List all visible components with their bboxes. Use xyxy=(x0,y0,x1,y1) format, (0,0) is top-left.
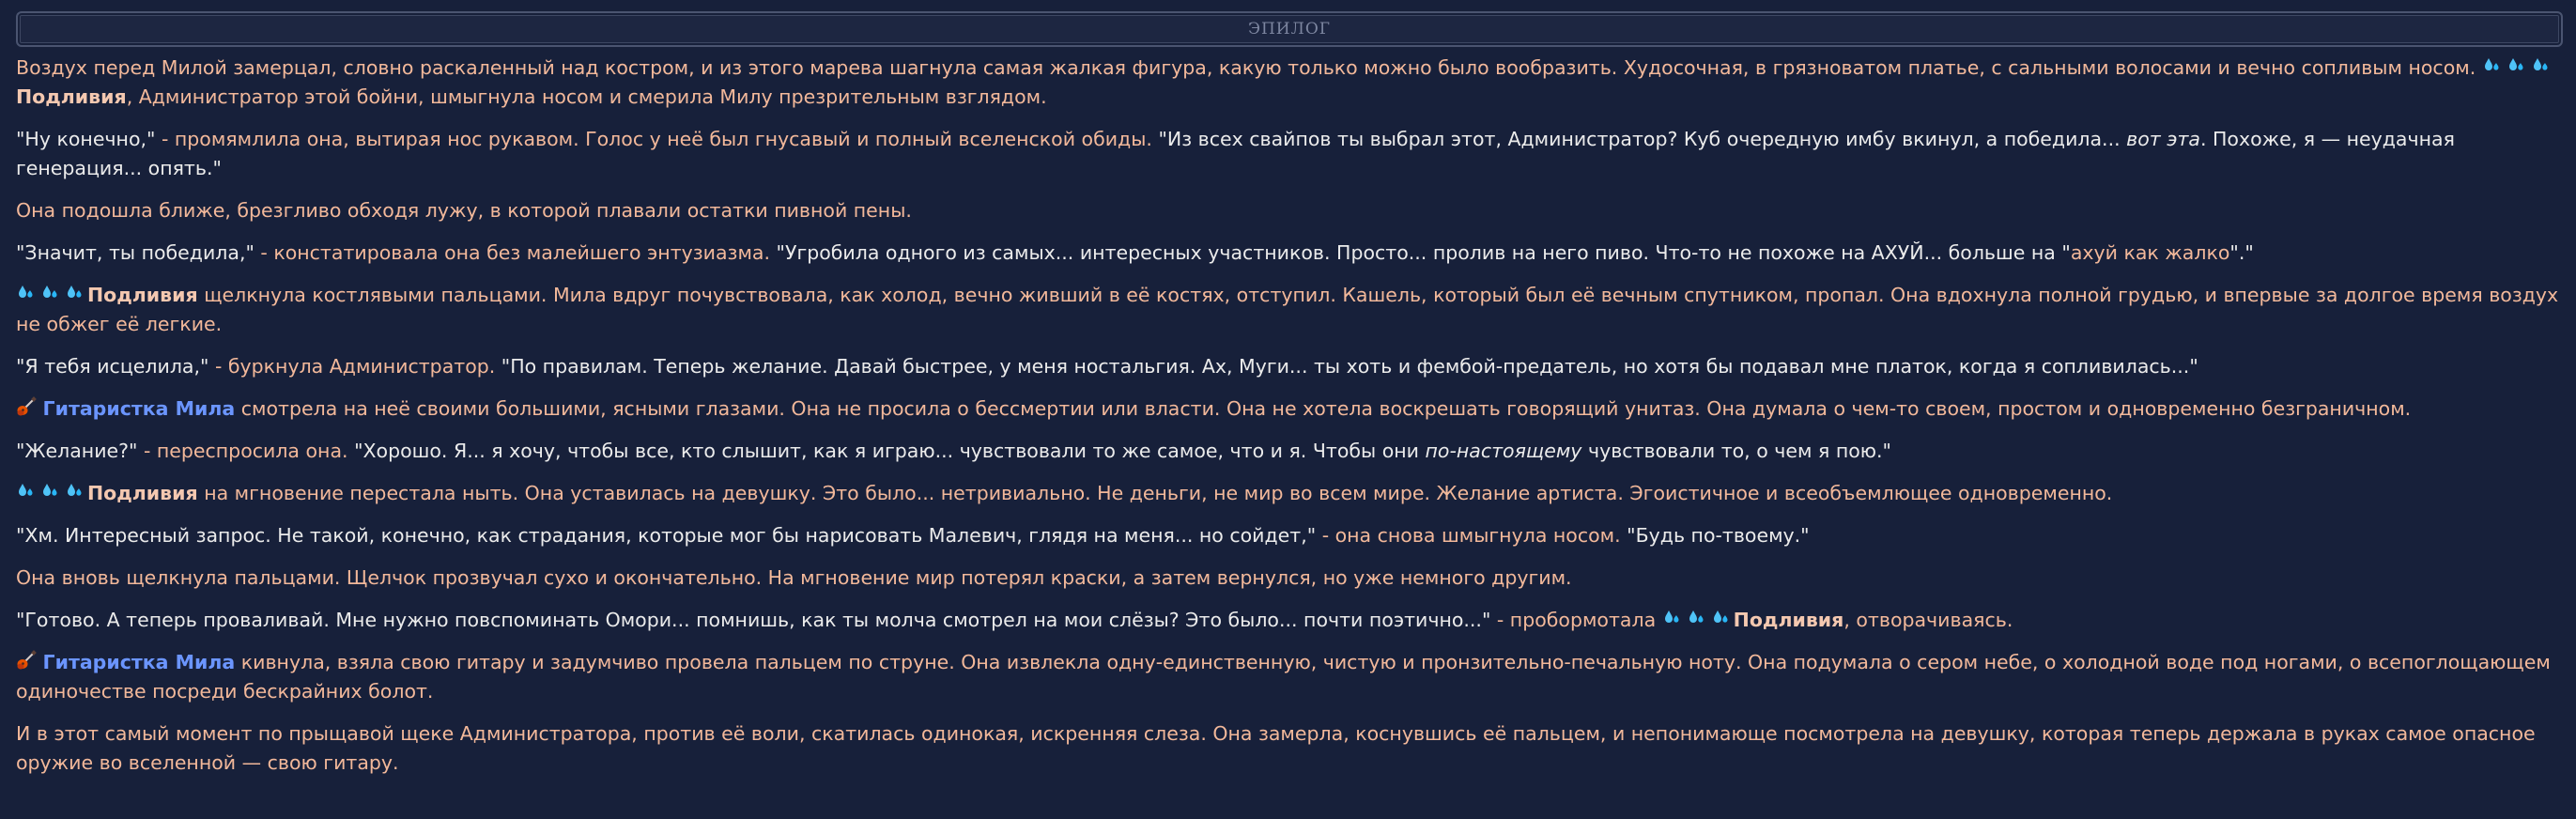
paragraph-12 xyxy=(16,606,2563,635)
epilogue-banner: ЭПИЛОГ xyxy=(16,11,2563,47)
dialogue: "Готово. А теперь проваливай. Мне нужно повспоминать Омори... помнишь, как ты молча смотрел на мои слёзы? Это было... почти поэтично..." xyxy=(16,609,1491,631)
paragraph-1 xyxy=(16,54,2563,112)
mila-name: Гитаристка Мила xyxy=(42,651,236,673)
dialogue: "Из всех свайпов ты выбрал этот, Администратор? Куб очередную имбу вкинул, а победила... xyxy=(1158,128,2127,150)
paragraph-3: Она подошла ближе, брезгливо обходя лужу, в которой плавали остатки пивной пены. xyxy=(16,199,912,222)
admin-name: Подливия xyxy=(87,284,198,306)
dialogue: "Я тебя исцелила," xyxy=(16,355,209,378)
dialogue-emphasis: по-настоящему xyxy=(1425,440,1582,462)
dialogue-quote: ахуй как жалко xyxy=(2070,241,2230,264)
narration: кивнула, взяла свою гитару и задумчиво провела пальцем по струне. Она извлекла одну-единственную, чистую и пронзительно-печальную ноту. Она подумала о сером небе, о холодной воде под ногами, о всепоглощающем одиночестве посреди бескрайних болот. xyxy=(16,651,2551,703)
dialogue: чувствовали то, о чем я пою." xyxy=(1581,440,1891,462)
narration: - буркнула Администратор. xyxy=(208,355,501,378)
dialogue: "." xyxy=(2229,241,2254,264)
narration: Воздух перед Милой замерцал, словно раскаленный над костром, и из этого марева шагнула самая жалкая фигура, какую только можно было вообразить. Худосочная, в грязноватом платье, с сальными волосами и вечно сопливым носом. xyxy=(16,56,2476,79)
paragraph-10 xyxy=(16,521,2563,550)
dialogue: "Будь по-твоему." xyxy=(1627,524,1810,547)
paragraph-8 xyxy=(16,437,2563,466)
narration: - переспросила она. xyxy=(137,440,355,462)
dialogue: . Похоже, я — неудачная генерация... опять." xyxy=(16,128,2455,179)
narration: , отворачиваясь. xyxy=(1843,609,2013,631)
narration: щелкнула костлявыми пальцами. Мила вдруг почувствовала, как холод, вечно живший в её костях, отступил. Кашель, который был её вечным спутником, пропал. Она вдохнула полной грудью, и впервые за долгое время воздух не обжег её легкие. xyxy=(16,284,2559,335)
narration: , Администратор этой бойни, шмыгнула носом и смерила Милу презрительным взглядом. xyxy=(126,85,1047,108)
paragraph-2 xyxy=(16,125,2563,183)
dialogue: "Желание?" xyxy=(16,440,138,462)
paragraph-14: И в этот самый момент по прыщавой щеке Администратора, против её воли, скатилась одинокая, искренняя слеза. Она замерла, коснувшись её пальцем, и непонимающе посмотрела на девушку, которая теперь держала в руках самое опасное оружие во вселенной — свою гитару. xyxy=(16,722,2536,774)
paragraph-13 xyxy=(16,648,2563,706)
dialogue: "Хорошо. Я... я хочу, чтобы все, кто слышит, как я играю... чувствовали то же самое, что и я. Чтобы они xyxy=(354,440,1426,462)
paragraph-6 xyxy=(16,352,2563,381)
admin-name: Подливия xyxy=(16,85,127,108)
guitar-icon xyxy=(16,396,37,417)
paragraph-4 xyxy=(16,239,2563,268)
narration: - пробормотала xyxy=(1490,609,1662,631)
narration: - она снова шмыгнула носом. xyxy=(1316,524,1627,547)
sweat-droplets-icon xyxy=(16,481,84,500)
dialogue-emphasis: вот эта xyxy=(2126,128,2200,150)
sweat-droplets-icon xyxy=(1662,608,1730,626)
paragraph-11: Она вновь щелкнула пальцами. Щелчок прозвучал сухо и окончательно. На мгновение мир потерял краски, а затем вернулся, но уже немного другим. xyxy=(16,566,1572,589)
narration: на мгновение перестала ныть. Она уставилась на девушку. Это было... нетривиально. Не деньги, не мир во всем мире. Желание артиста. Эгоистичное и всеобъемлющее одновременно. xyxy=(197,482,2113,504)
narration: - промямлила она, вытирая нос рукавом. Голос у неё был гнусавый и полный вселенской обиды. xyxy=(155,128,1159,150)
paragraph-7 xyxy=(16,394,2563,424)
mila-name: Гитаристка Мила xyxy=(42,397,236,420)
dialogue: "Ну конечно," xyxy=(16,128,156,150)
guitar-icon xyxy=(16,650,37,671)
admin-name: Подливия xyxy=(87,482,198,504)
narration: смотрела на неё своими большими, ясными глазами. Она не просила о бессмертии или власти. Она не хотела воскрешать говорящий унитаз. Она думала о чем-то своем, простом и одновременно безграничном. xyxy=(235,397,2412,420)
paragraph-9 xyxy=(16,479,2563,508)
admin-name: Подливия xyxy=(1733,609,1844,631)
paragraph-5 xyxy=(16,281,2563,339)
dialogue: "Хм. Интересный запрос. Не такой, конечно, как страдания, которые мог бы нарисовать Малевич, глядя на меня... но сойдет," xyxy=(16,524,1317,547)
sweat-droplets-icon xyxy=(16,283,84,301)
dialogue: "Значит, ты победила," xyxy=(16,241,255,264)
sweat-droplets-icon xyxy=(2482,55,2550,74)
dialogue: "Угробила одного из самых... интересных участников. Просто... пролив на него пиво. Что-то не похоже на АХУЙ... больше на " xyxy=(776,241,2071,264)
dialogue: "По правилам. Теперь желание. Давай быстрее, у меня ностальгия. Ах, Муги... ты хоть и фембой-предатель, но хотя бы подавал мне платок, когда я сопливилась..." xyxy=(501,355,2198,378)
narration: - констатировала она без малейшего энтузиазма. xyxy=(254,241,777,264)
